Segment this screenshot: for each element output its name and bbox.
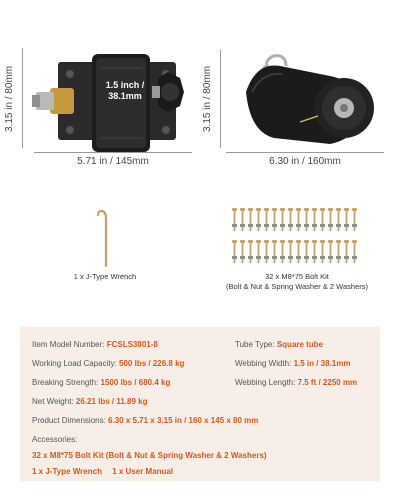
spec-accessories-label: Accessories: <box>32 435 78 444</box>
spec-webbing-length: Webbing Length: 7.5 ft / 2250 mm <box>235 378 358 387</box>
winch-side-image <box>228 52 388 148</box>
wrench-caption: 1 x J-Type Wrench <box>73 272 137 281</box>
strap-width-label: 1.5 inch / 38.1mm <box>105 80 145 101</box>
spec-accessory-bolt-kit: 32 x M8*75 Bolt Kit (Bolt & Nut & Spring Washer & 2 Washers) <box>32 451 267 460</box>
spec-product-dimensions: Product Dimensions: 6.30 x 5.71 x 3.15 in / 160 x 145 x 80 mm <box>32 416 259 425</box>
bolt-kit-caption-line1: 32 x M8*75 Bolt Kit <box>265 272 329 281</box>
left-width-label: 5.71 in / 145mm <box>77 156 149 167</box>
spec-working-load: Working Load Capacity: 500 lbs / 226.8 kg <box>32 359 185 368</box>
spec-webbing-width: Webbing Width: 1.5 in / 38.1mm <box>235 359 351 368</box>
bolt-kit-caption-line2: (Bolt & Nut & Spring Washer & 2 Washers) <box>226 281 368 291</box>
left-width-line <box>34 152 192 153</box>
spec-model: Item Model Number: FCSLS3801-8 <box>32 340 158 349</box>
left-height-label: 3.15 in / 80mm <box>4 65 15 132</box>
j-wrench-image <box>96 208 116 268</box>
right-width-label: 6.30 in / 160mm <box>269 156 341 167</box>
spec-accessory-wrench-manual: 1 x J-Type Wrench 1 x User Manual <box>32 467 174 476</box>
left-height-line <box>22 48 23 148</box>
spec-net-weight: Net Weight: 26.21 lbs / 11.89 kg <box>32 397 148 406</box>
right-height-label: 3.15 in / 80mm <box>202 65 213 132</box>
specifications-panel <box>20 327 380 481</box>
bolt-kit-caption <box>212 272 382 292</box>
spec-breaking-strength: Breaking Strength: 1500 lbs / 680.4 kg <box>32 378 171 387</box>
right-width-line <box>226 152 384 153</box>
winch-front-image <box>30 48 195 158</box>
spec-tube-type: Tube Type: Square tube <box>235 340 324 349</box>
bolt-kit-image <box>230 206 358 268</box>
right-height-line <box>220 50 221 148</box>
